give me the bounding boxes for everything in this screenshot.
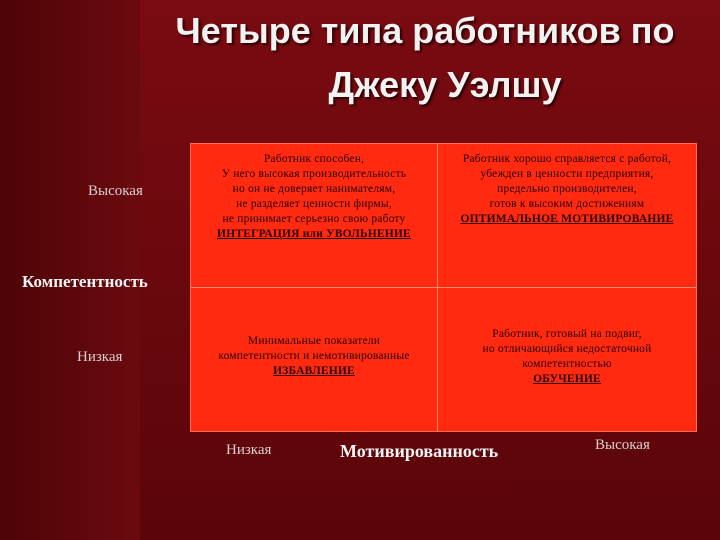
slide-left-band bbox=[0, 0, 140, 540]
y-axis-label: Компетентность bbox=[22, 272, 148, 291]
y-axis-high-label: Высокая bbox=[88, 183, 143, 199]
cell-text-line: но он не доверяет нанимателям, bbox=[232, 183, 396, 195]
cell-text-line: не разделяет ценности фирмы, bbox=[236, 198, 392, 210]
cell-text-line: Минимальные показатели bbox=[247, 335, 381, 347]
cell-text-line: предельно производителен, bbox=[497, 183, 637, 195]
title-line-1: Четыре типа работников по bbox=[175, 10, 675, 51]
matrix-horizontal-divider bbox=[191, 287, 696, 288]
cell-text-line: не принимает серьезно свою работу bbox=[222, 213, 406, 225]
cell-text-line: Работник способен, bbox=[263, 153, 365, 165]
cell-text-line: но отличающийся недостаточной bbox=[482, 343, 652, 355]
cell-text-line: убежден в ценности предприятия, bbox=[480, 168, 654, 180]
cell-action: ИНТЕГРАЦИЯ или УВОЛЬНЕНИЕ bbox=[217, 228, 411, 240]
x-axis-low-label: Низкая bbox=[226, 442, 272, 458]
cell-text-line: компетентности и немотивированные bbox=[218, 350, 410, 362]
cell-text-line: У него высокая производительность bbox=[221, 168, 407, 180]
cell-action: ИЗБАВЛЕНИЕ bbox=[273, 365, 355, 377]
cell-text-line: готов к высоким достижениям bbox=[489, 198, 645, 210]
cell-high-competence-low-motivation bbox=[191, 152, 437, 242]
cell-high-competence-high-motivation bbox=[438, 152, 696, 227]
x-axis-high-label: Высокая bbox=[595, 437, 650, 453]
cell-low-competence-low-motivation bbox=[191, 334, 437, 379]
cell-action: ОПТИМАЛЬНОЕ МОТИВИРОВАНИЕ bbox=[460, 213, 674, 225]
title-line-2: Джеку Уэлшу bbox=[328, 64, 562, 105]
y-axis-low-label: Низкая bbox=[77, 349, 123, 365]
cell-text-line: Работник хорошо справляется с работой, bbox=[462, 153, 672, 165]
cell-text-line: компетентностью bbox=[522, 358, 612, 370]
cell-action: ОБУЧЕНИЕ bbox=[533, 373, 601, 385]
slide-title bbox=[140, 4, 710, 112]
cell-low-competence-high-motivation bbox=[438, 327, 696, 387]
cell-text-line: Работник, готовый на подвиг, bbox=[492, 328, 642, 340]
welch-matrix bbox=[190, 143, 697, 432]
x-axis-label: Мотивированность bbox=[340, 441, 499, 461]
